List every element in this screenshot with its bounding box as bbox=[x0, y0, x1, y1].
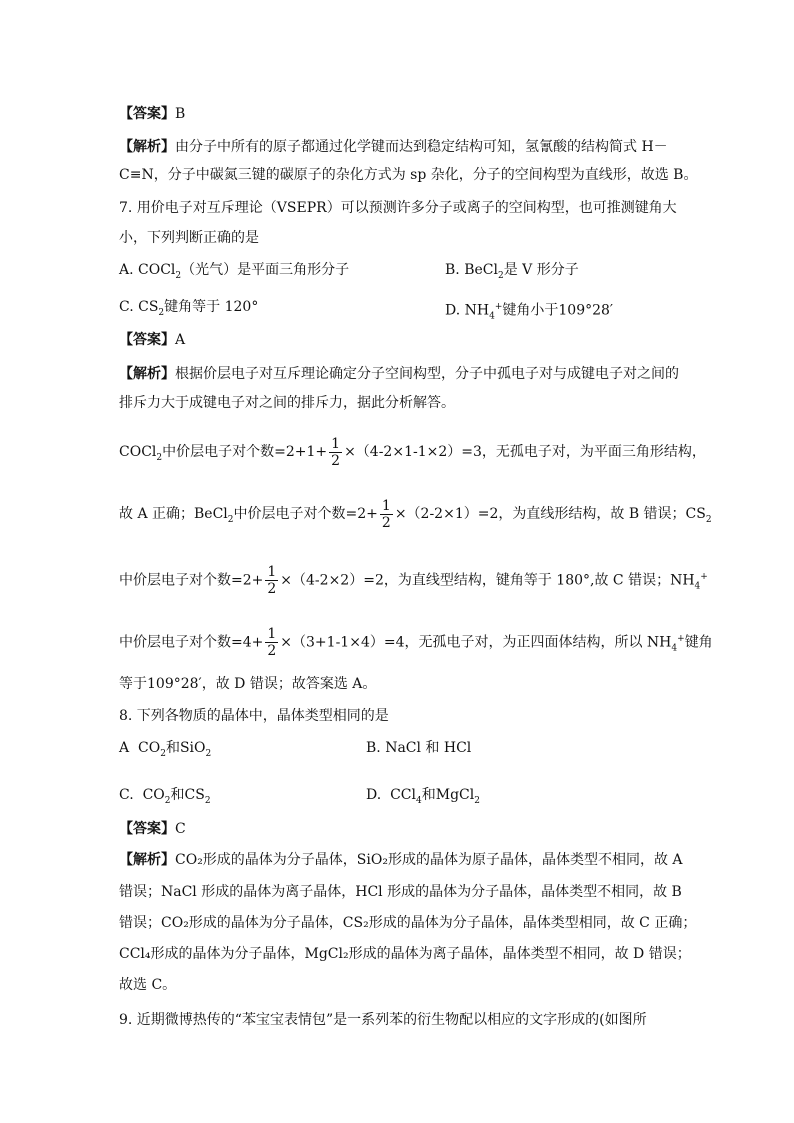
q7-analysis-line-1: 【解析】根据价层电子对互斥理论确定分子空间构型，分子中孤电子对与成键电子对之间的 bbox=[119, 366, 679, 382]
analysis-tag: 【解析】 bbox=[119, 139, 175, 155]
q8-analysis-line-2: 错误；NaCl 形成的晶体为离子晶体，HCl 形成的晶体为分子晶体，晶体类型不相同，故 B bbox=[119, 884, 682, 900]
q7-option-a: A. COCl$_2$（光气）是平面三角形分子 bbox=[119, 262, 350, 281]
q6-answer-line bbox=[119, 104, 185, 124]
answer-value: B bbox=[175, 106, 186, 122]
q7-stem-line-1: 7. 用价电子对互斥理论（VSEPR）可以预测许多分子或离子的空间构型，也可推测键角大 bbox=[119, 200, 677, 216]
fraction: $\frac{1}{2}$ bbox=[331, 435, 341, 469]
fraction: $\frac{1}{2}$ bbox=[381, 497, 391, 531]
q8-option-c: C. $CO_2$和$CS_2$ bbox=[119, 787, 211, 806]
q7-option-b: B. BeCl$_2$是 V 形分子 bbox=[445, 262, 579, 281]
fraction: $\frac{1}{2}$ bbox=[267, 564, 277, 598]
q8-option-d: D. CCl$_4$和MgCl$_2$ bbox=[366, 787, 480, 806]
q8-answer-line bbox=[119, 819, 186, 839]
answer-tag: 【答案】 bbox=[119, 106, 175, 122]
answer-value: C bbox=[175, 821, 186, 837]
answer-value: A bbox=[175, 332, 186, 348]
answer-tag: 【答案】 bbox=[119, 332, 175, 348]
q7-option-c: C. $CS_2$键角等于 120° bbox=[119, 299, 259, 318]
q7-calc-line-1: COCl$_2$中价层电子对个数=2+1+ $\frac{1}{2}$ ×（4-2×1-1×2）=3，无孤电子对，为平面三角形结构， bbox=[119, 435, 706, 469]
q9-stem: 9. 近期微博热传的“苯宝宝表情包”是一系列苯的衍生物配以相应的文字形成的(如图所 bbox=[119, 1012, 647, 1028]
q8-analysis-line-4: CCl₄形成的晶体为分子晶体，MgCl₂形成的晶体为离子晶体，晶体类型不相同，故 D 错误； bbox=[119, 946, 691, 962]
q7-calc-line-4: 中价层电子对个数=4+ $\frac{1}{2}$ ×（3+1-1×4）=4，无孤电子对，为正四面体结构，所以 $NH_4^+$键角 bbox=[119, 626, 713, 660]
q6-analysis-line-2: C≡N，分子中碳氮三键的碳原子的杂化方式为 sp 杂化，分子的空间构型为直线形，故选 B。 bbox=[119, 167, 698, 183]
analysis-text: 由分子中所有的原子都通过化学键而达到稳定结构可知，氢氰酸的结构简式 H－ bbox=[175, 139, 668, 155]
q7-stem-line-2: 小，下列判断正确的是 bbox=[119, 230, 259, 246]
q8-option-a: A $CO_2$和SiO$_2$ bbox=[119, 740, 212, 759]
q6-analysis-line-1 bbox=[119, 137, 668, 157]
q7-answer-line bbox=[119, 330, 185, 350]
fraction: $\frac{1}{2}$ bbox=[267, 626, 277, 660]
q8-analysis-line-3: 错误；CO₂形成的晶体为分子晶体，CS₂形成的晶体为分子晶体，晶体类型相同，故 C 正确； bbox=[119, 915, 697, 931]
q8-analysis-line-5: 故选 C。 bbox=[119, 977, 177, 993]
q8-analysis-line-1: 【解析】CO₂形成的晶体为分子晶体，SiO₂形成的晶体为原子晶体，晶体类型不相同，故 A bbox=[119, 852, 683, 868]
q7-analysis-line-2: 排斥力大于成键电子对之间的排斥力，据此分析解答。 bbox=[119, 395, 455, 411]
q7-calc-line-5: 等于109°28′，故 D 错误；故答案选 A。 bbox=[119, 676, 377, 692]
q7-calc-line-2: 故 A 正确；BeCl$_2$中价层电子对个数=2+ $\frac{1}{2}$ ×（2-2×1）=2，为直线形结构，故 B 错误；$CS_2$ bbox=[119, 497, 712, 531]
q8-option-b: B. NaCl 和 HCl bbox=[366, 740, 472, 756]
q8-stem: 8. 下列各物质的晶体中，晶体类型相同的是 bbox=[119, 708, 389, 724]
q7-calc-line-3: 中价层电子对个数=2+ $\frac{1}{2}$ ×（4-2×2）=2，为直线型结构，键角等于 180°,故 C 错误；$NH_4^+$ bbox=[119, 564, 708, 598]
analysis-tag: 【解析】 bbox=[119, 366, 175, 382]
answer-tag: 【答案】 bbox=[119, 821, 175, 837]
q7-option-d: D. $NH_4^+$键角小于109°28′ bbox=[445, 302, 614, 322]
analysis-tag: 【解析】 bbox=[119, 852, 175, 868]
